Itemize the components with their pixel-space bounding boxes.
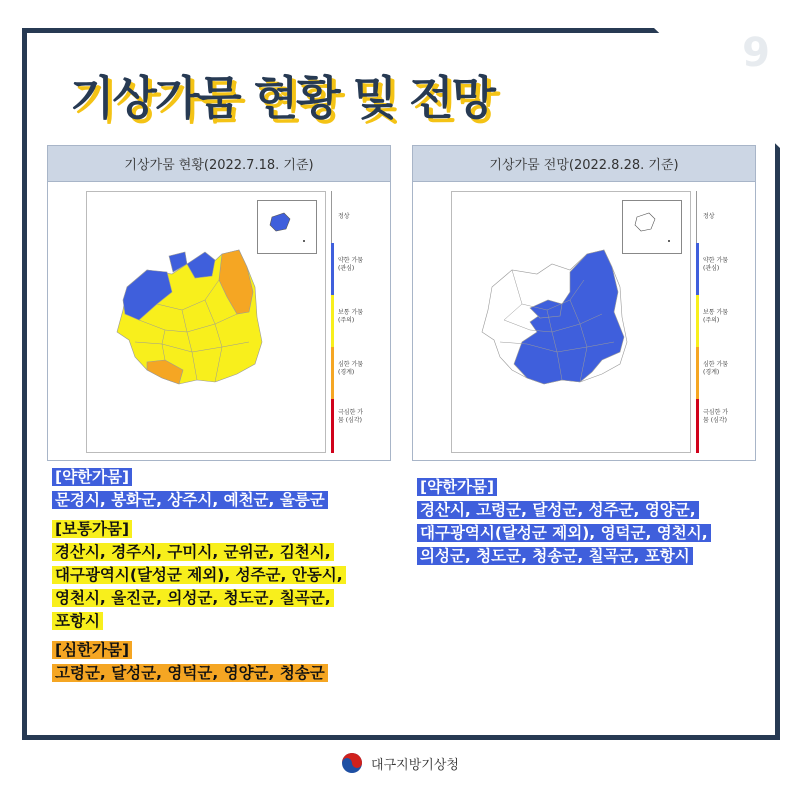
current-moderate-line: 경산시, 경주시, 구미시, 군위군, 김천시, — [52, 543, 334, 561]
page-number: 9 — [742, 30, 770, 76]
current-severe-group — [52, 639, 392, 685]
legend-moderate: 보통 가뭄 (주의) — [703, 309, 729, 324]
current-mild-line: 문경시, 봉화군, 상주시, 예천군, 울릉군 — [52, 491, 328, 509]
current-moderate-group — [52, 518, 392, 633]
forecast-mild-group — [417, 476, 757, 568]
legend-normal: 정상 — [338, 213, 350, 220]
forecast-panel — [412, 145, 756, 461]
current-moderate-line: 대구광역시(달성군 제외), 성주군, 안동시, — [52, 566, 346, 584]
current-mild-group — [52, 466, 392, 512]
current-ulleung-inset — [257, 200, 317, 254]
legend-moderate: 보통 가뭄 (주의) — [338, 309, 364, 324]
forecast-header: 기상가뭄 전망(2022.8.28. 기준) — [413, 146, 755, 182]
legend-extreme: 극심한 가뭄 (심각) — [338, 409, 364, 424]
current-severe-line: 고령군, 달성군, 영덕군, 영양군, 청송군 — [52, 664, 328, 682]
current-map — [86, 191, 326, 453]
org-name: 대구지방기상청 — [371, 757, 459, 773]
legend-severe: 심한 가뭄 (경계) — [338, 361, 364, 376]
legend-mild: 약한 가뭄 (관심) — [703, 257, 729, 272]
current-moderate-line: 영천시, 울진군, 의성군, 청도군, 칠곡군, — [52, 589, 334, 607]
ulleung-island — [270, 213, 290, 231]
dokdo-dot-forecast — [668, 240, 670, 242]
forecast-mild-line: 경산시, 고령군, 달성군, 성주군, 영양군, — [417, 501, 699, 519]
forecast-map — [451, 191, 691, 453]
current-status-header: 기상가뭄 현황(2022.7.18. 기준) — [48, 146, 390, 182]
current-mild-label: [약한가뭄] — [52, 468, 132, 486]
current-moderate-line: 포항시 — [52, 612, 103, 630]
current-moderate-label: [보통가뭄] — [52, 520, 132, 538]
forecast-mild-line: 의성군, 청도군, 청송군, 칠곡군, 포항시 — [417, 547, 693, 565]
dokdo-dot — [303, 240, 305, 242]
legend-mild: 약한 가뭄 (관심) — [338, 257, 364, 272]
forecast-info — [417, 476, 757, 574]
current-severe-label: [심한가뭄] — [52, 641, 132, 659]
legend-severe: 심한 가뭄 (경계) — [703, 361, 729, 376]
current-info — [52, 466, 392, 691]
forecast-mild-line: 대구광역시(달성군 제외), 영덕군, 영천시, — [417, 524, 711, 542]
forecast-ulleung-inset — [622, 200, 682, 254]
forecast-mild-label: [약한가뭄] — [417, 478, 497, 496]
ulleung-island-forecast — [635, 213, 655, 231]
forecast-legend — [694, 191, 736, 453]
taegeuk-logo-icon — [341, 752, 363, 774]
current-legend — [329, 191, 371, 453]
current-status-panel — [47, 145, 391, 461]
legend-normal: 정상 — [703, 213, 715, 220]
legend-extreme: 극심한 가뭄 (심각) — [703, 409, 729, 424]
page-title: 기상가뭄 현황 및 전망 — [70, 71, 494, 125]
footer — [0, 752, 800, 774]
